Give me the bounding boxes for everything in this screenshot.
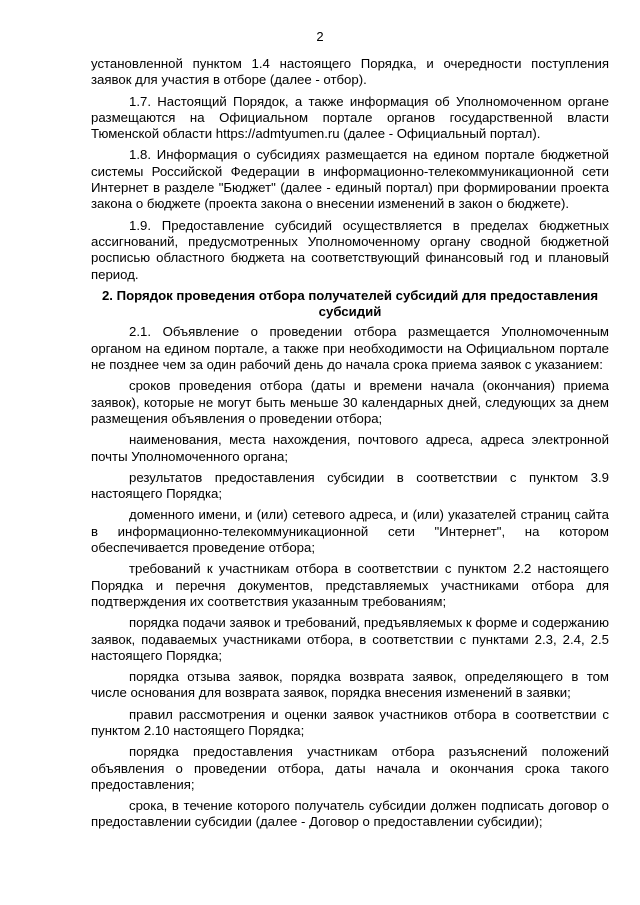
list-item-withdrawal-procedure: порядка отзыва заявок, порядка возврата заявок, определяющего в том числе основания для возврата заявок, порядка внесения изменений в заявки; [91,669,609,701]
list-item-selection-terms: сроков проведения отбора (даты и времени начала (окончания) приема заявок), которые не могут быть меньше 30 календарных дней, следующих за днем размещения объявления о проведении отбора; [91,378,609,426]
list-item-clarification-procedure: порядка предоставления участникам отбора разъяснений положений объявления о проведении отбора, даты начала и окончания срока такого предоставления; [91,744,609,792]
list-item-evaluation-rules: правил рассмотрения и оценки заявок участников отбора в соответствии с пунктом 2.10 настоящего Порядка; [91,706,609,738]
list-item-domain-name: доменного имени, и (или) сетевого адреса, и (или) указателей страниц сайта в информационно-телекоммуникационной сети "Интернет", на котором обеспечивается проведение отбора; [91,507,609,556]
list-item-application-procedure: порядка подачи заявок и требований, предъявляемых к форме и содержанию заявок, подаваемых участниками отбора, в соответствии с пунктами 2.3, 2.4, 2.5 настоящего Порядка; [91,615,609,663]
list-item-agreement-deadline: срока, в течение которого получатель субсидии должен подписать договор о предоставлении субсидии (далее - Договор о предоставлении субсидии); [91,798,609,830]
document-body [91,56,609,836]
page-number: 2 [316,29,324,44]
paragraph-1-8: 1.8. Информация о субсидиях размещается на едином портале бюджетной системы Российской Федерации в информационно-телекоммуникационной сети Интернет в разделе "Бюджет" (далее - единый портал) при формировании проекта закона о бюджете (проекта закона о внесении изменений в закон о бюджете). [91,147,609,212]
paragraph-1-9: 1.9. Предоставление субсидий осуществляется в пределах бюджетных ассигнований, предусмотренных Уполномоченному органу сводной бюджетной росписью областного бюджета на соответствующий финансовый год и плановый период. [91,217,609,282]
paragraph-continuation: установленной пунктом 1.4 настоящего Порядка, и очередности поступления заявок для участия в отборе (далее - отбор). [91,56,609,88]
list-item-participant-requirements: требований к участникам отбора в соответствии с пунктом 2.2 настоящего Порядка и перечня документов, представляемых участниками отбора для подтверждения их соответствия указанным требованиям; [91,561,609,609]
list-item-subsidy-results: результатов предоставления субсидии в соответствии с пунктом 3.9 настоящего Порядка; [91,469,609,502]
paragraph-1-7: 1.7. Настоящий Порядок, а также информация об Уполномоченном органе размещаются на Официальном портале органов государственной власти Тюменской области https://admtyumen.ru (далее - Официальный портал). [91,93,609,142]
section-heading-2: 2. Порядок проведения отбора получателей субсидий для предоставления субсидий [101,287,599,320]
list-item-organ-address: наименования, места нахождения, почтового адреса, адреса электронной почты Уполномоченного органа; [91,432,609,464]
paragraph-2-1: 2.1. Объявление о проведении отбора размещается Уполномоченным органом на едином портале, а также при необходимости на Официальном портале не позднее чем за один рабочий день до начала срока приема заявок с указанием: [91,324,609,373]
